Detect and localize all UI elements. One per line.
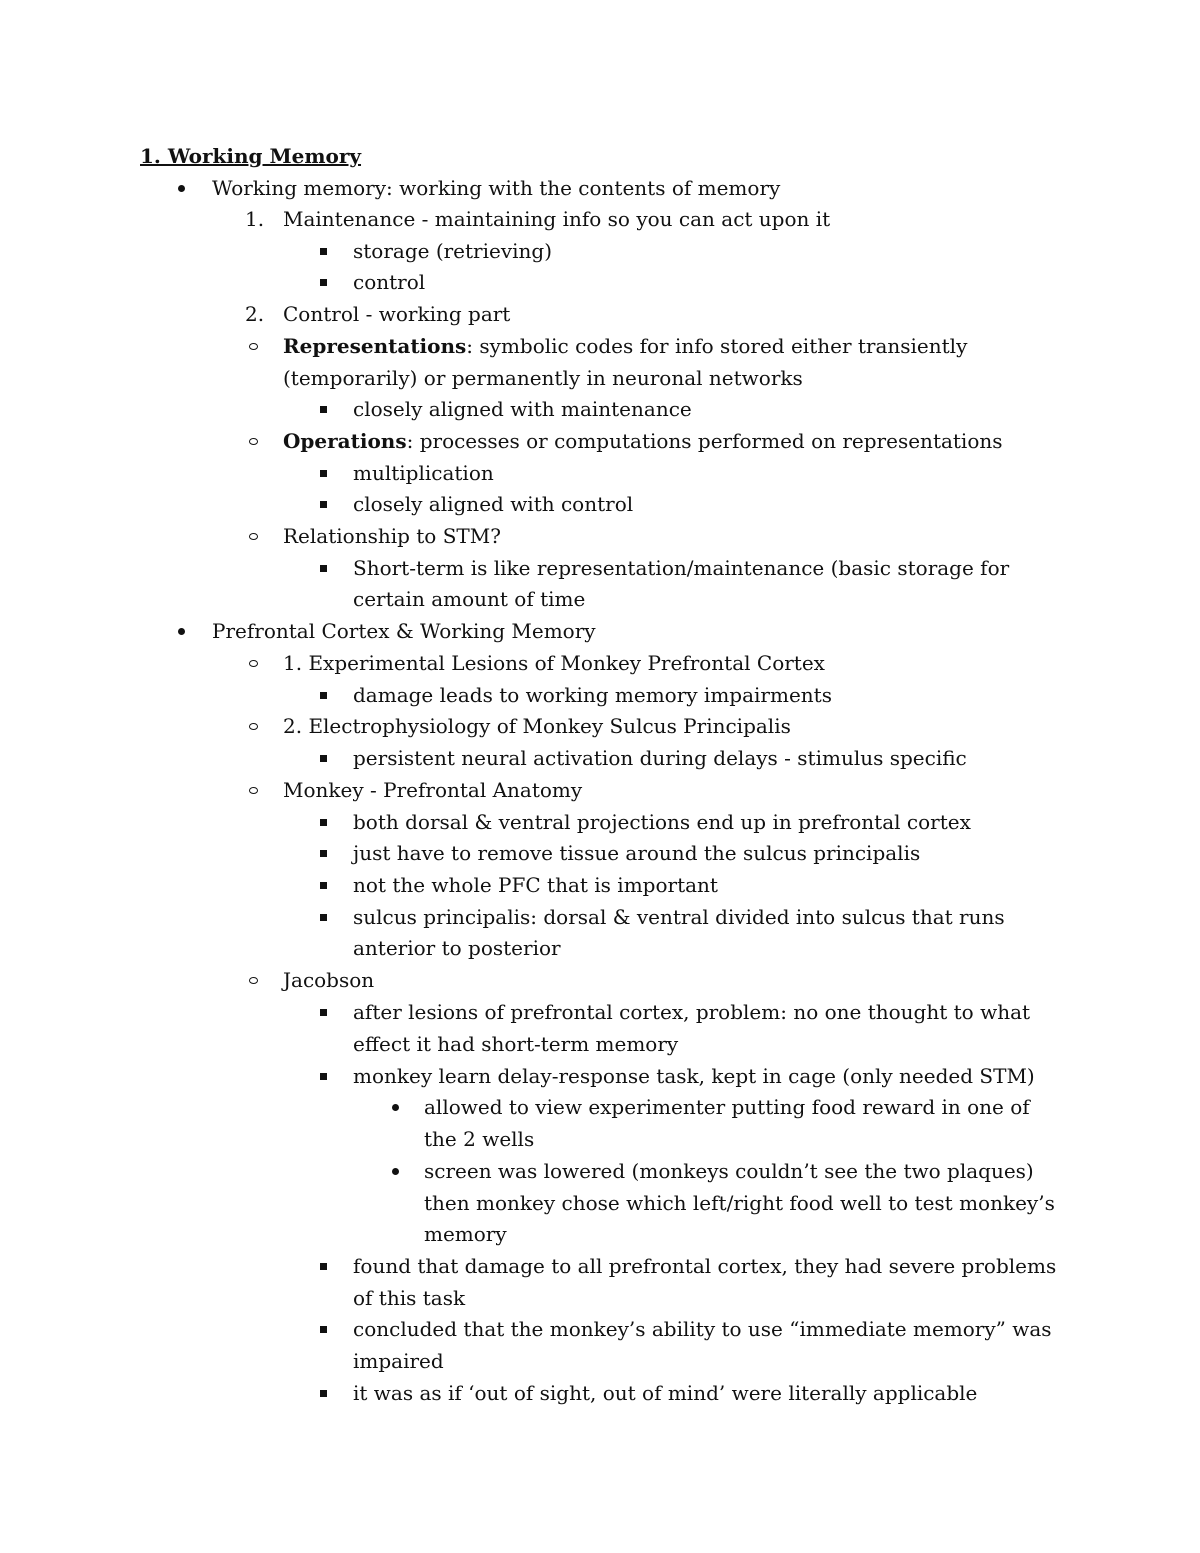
outline-text	[353, 1060, 1035, 1092]
bullet-square-icon	[320, 565, 327, 572]
outline-text	[353, 393, 692, 425]
bullet-circle-icon	[249, 438, 258, 445]
outline-text-body: multiplication	[353, 461, 494, 485]
bullet-circle-icon	[249, 343, 258, 350]
outline-text-body: both dorsal & ventral projections end up in prefrontal cortex	[353, 810, 971, 834]
outline-text-body: damage leads to working memory impairments	[353, 683, 832, 707]
outline-text	[353, 679, 832, 711]
bullet-disc-icon	[178, 628, 185, 635]
outline-text-body: : processes or computations performed on representations	[406, 429, 1003, 453]
outline-text-body: : symbolic codes for info stored either transiently	[466, 334, 968, 358]
outline-text	[353, 869, 718, 901]
outline-text	[283, 425, 1003, 457]
outline-text-body: Monkey - Prefrontal Anatomy	[283, 778, 583, 802]
outline-text	[353, 1250, 1056, 1282]
outline-text-body: impaired	[353, 1349, 444, 1373]
outline-text	[353, 806, 971, 838]
outline-text	[283, 362, 803, 394]
outline-text	[424, 1218, 507, 1250]
outline-text	[212, 615, 596, 647]
outline-text-body: not the whole PFC that is important	[353, 873, 718, 897]
bullet-square-icon	[320, 914, 327, 921]
outline-text-body: certain amount of time	[353, 587, 586, 611]
outline-text-body: Short-term is like representation/maintenance (basic storage for	[353, 556, 1010, 580]
outline-text-body: control	[353, 270, 426, 294]
outline-text	[353, 932, 561, 964]
outline-text-body: concluded that the monkey’s ability to use “immediate memory” was	[353, 1317, 1052, 1341]
outline-text-body: effect it had short-term memory	[353, 1032, 679, 1056]
outline-text	[424, 1123, 534, 1155]
bullet-square-icon	[320, 248, 327, 255]
outline-text	[283, 520, 501, 552]
outline-text-body: Prefrontal Cortex & Working Memory	[212, 619, 596, 643]
bullet-circle-icon	[249, 533, 258, 540]
bullet-square-icon	[320, 882, 327, 889]
outline-text-body: sulcus principalis: dorsal & ventral divided into sulcus that runs	[353, 905, 1005, 929]
outline-text	[283, 710, 791, 742]
outline-text-body: monkey learn delay-response task, kept in cage (only needed STM)	[353, 1064, 1035, 1088]
outline-text	[212, 172, 780, 204]
outline-text	[353, 266, 425, 298]
outline-text-body: Jacobson	[283, 968, 375, 992]
bullet-square-icon	[320, 1073, 327, 1080]
bullet-disc-icon	[392, 1104, 399, 1111]
term-bold: Representations	[283, 334, 467, 358]
list-number: 2.	[245, 302, 265, 326]
bullet-square-icon	[320, 1326, 327, 1333]
outline-text-body: just have to remove tissue around the sulcus principalis	[353, 841, 921, 865]
bullet-square-icon	[320, 755, 327, 762]
outline-text-body: 1. Experimental Lesions of Monkey Prefrontal Cortex	[283, 651, 825, 675]
outline-text	[424, 1187, 1055, 1219]
outline-text	[283, 647, 825, 679]
outline-text	[353, 901, 1005, 933]
bullet-square-icon	[320, 692, 327, 699]
outline-text	[424, 1155, 1034, 1187]
outline-text-body: anterior to posterior	[353, 936, 561, 960]
bullet-square-icon	[320, 406, 327, 413]
outline-text-body: closely aligned with control	[353, 492, 634, 516]
section-heading: 1. Working Memory	[140, 144, 362, 168]
outline-text-body: Control - working part	[283, 302, 511, 326]
bullet-square-icon	[320, 1263, 327, 1270]
list-number: 1.	[245, 207, 265, 231]
outline-text	[353, 457, 494, 489]
outline-text-body: 2. Electrophysiology of Monkey Sulcus Principalis	[283, 714, 791, 738]
bullet-disc-icon	[392, 1168, 399, 1175]
outline-text-body: Maintenance - maintaining info so you can act upon it	[283, 207, 831, 231]
outline-text	[283, 203, 830, 235]
outline-text	[353, 235, 552, 267]
outline-text	[353, 583, 585, 615]
outline-text-body: storage (retrieving)	[353, 239, 553, 263]
outline-text-body: allowed to view experimenter putting food reward in one of	[424, 1095, 1030, 1119]
outline-text-body: found that damage to all prefrontal cortex, they had severe problems	[353, 1254, 1057, 1278]
bullet-circle-icon	[249, 787, 258, 794]
outline-text-body: Working memory: working with the contents of memory	[212, 176, 781, 200]
bullet-square-icon	[320, 279, 327, 286]
outline-text	[353, 1028, 678, 1060]
outline-text	[353, 1345, 444, 1377]
outline-text-body: then monkey chose which left/right food well to test monkey’s	[424, 1191, 1055, 1215]
bullet-circle-icon	[249, 977, 258, 984]
outline-text	[353, 552, 1009, 584]
outline-text-body: persistent neural activation during delays - stimulus specific	[353, 746, 967, 770]
outline-text-body: the 2 wells	[424, 1127, 535, 1151]
outline-text-body: (temporarily) or permanently in neuronal networks	[283, 366, 803, 390]
outline-text	[283, 330, 967, 362]
outline-text	[283, 964, 374, 996]
outline-text	[353, 996, 1030, 1028]
outline-text	[353, 488, 633, 520]
outline-text-body: after lesions of prefrontal cortex, problem: no one thought to what	[353, 1000, 1031, 1024]
outline-text	[283, 298, 510, 330]
bullet-square-icon	[320, 501, 327, 508]
outline-text	[353, 742, 967, 774]
bullet-square-icon	[320, 1390, 327, 1397]
outline-text	[424, 1091, 1030, 1123]
bullet-square-icon	[320, 470, 327, 477]
outline-text	[353, 1313, 1052, 1345]
outline-text-body: closely aligned with maintenance	[353, 397, 692, 421]
bullet-disc-icon	[178, 185, 185, 192]
outline-text-body: it was as if ‘out of sight, out of mind’ were literally applicable	[353, 1381, 978, 1405]
bullet-square-icon	[320, 1009, 327, 1016]
bullet-circle-icon	[249, 723, 258, 730]
outline-text	[353, 1282, 465, 1314]
outline-text	[353, 1377, 977, 1409]
outline-text	[283, 774, 582, 806]
outline-text-body: Relationship to STM?	[283, 524, 501, 548]
bullet-circle-icon	[249, 660, 258, 667]
outline-text-body: memory	[424, 1222, 507, 1246]
outline-text	[353, 837, 920, 869]
outline-text-body: of this task	[353, 1286, 466, 1310]
bullet-square-icon	[320, 850, 327, 857]
bullet-square-icon	[320, 819, 327, 826]
outline-text-body: screen was lowered (monkeys couldn’t see the two plaques)	[424, 1159, 1034, 1183]
term-bold: Operations	[283, 429, 407, 453]
